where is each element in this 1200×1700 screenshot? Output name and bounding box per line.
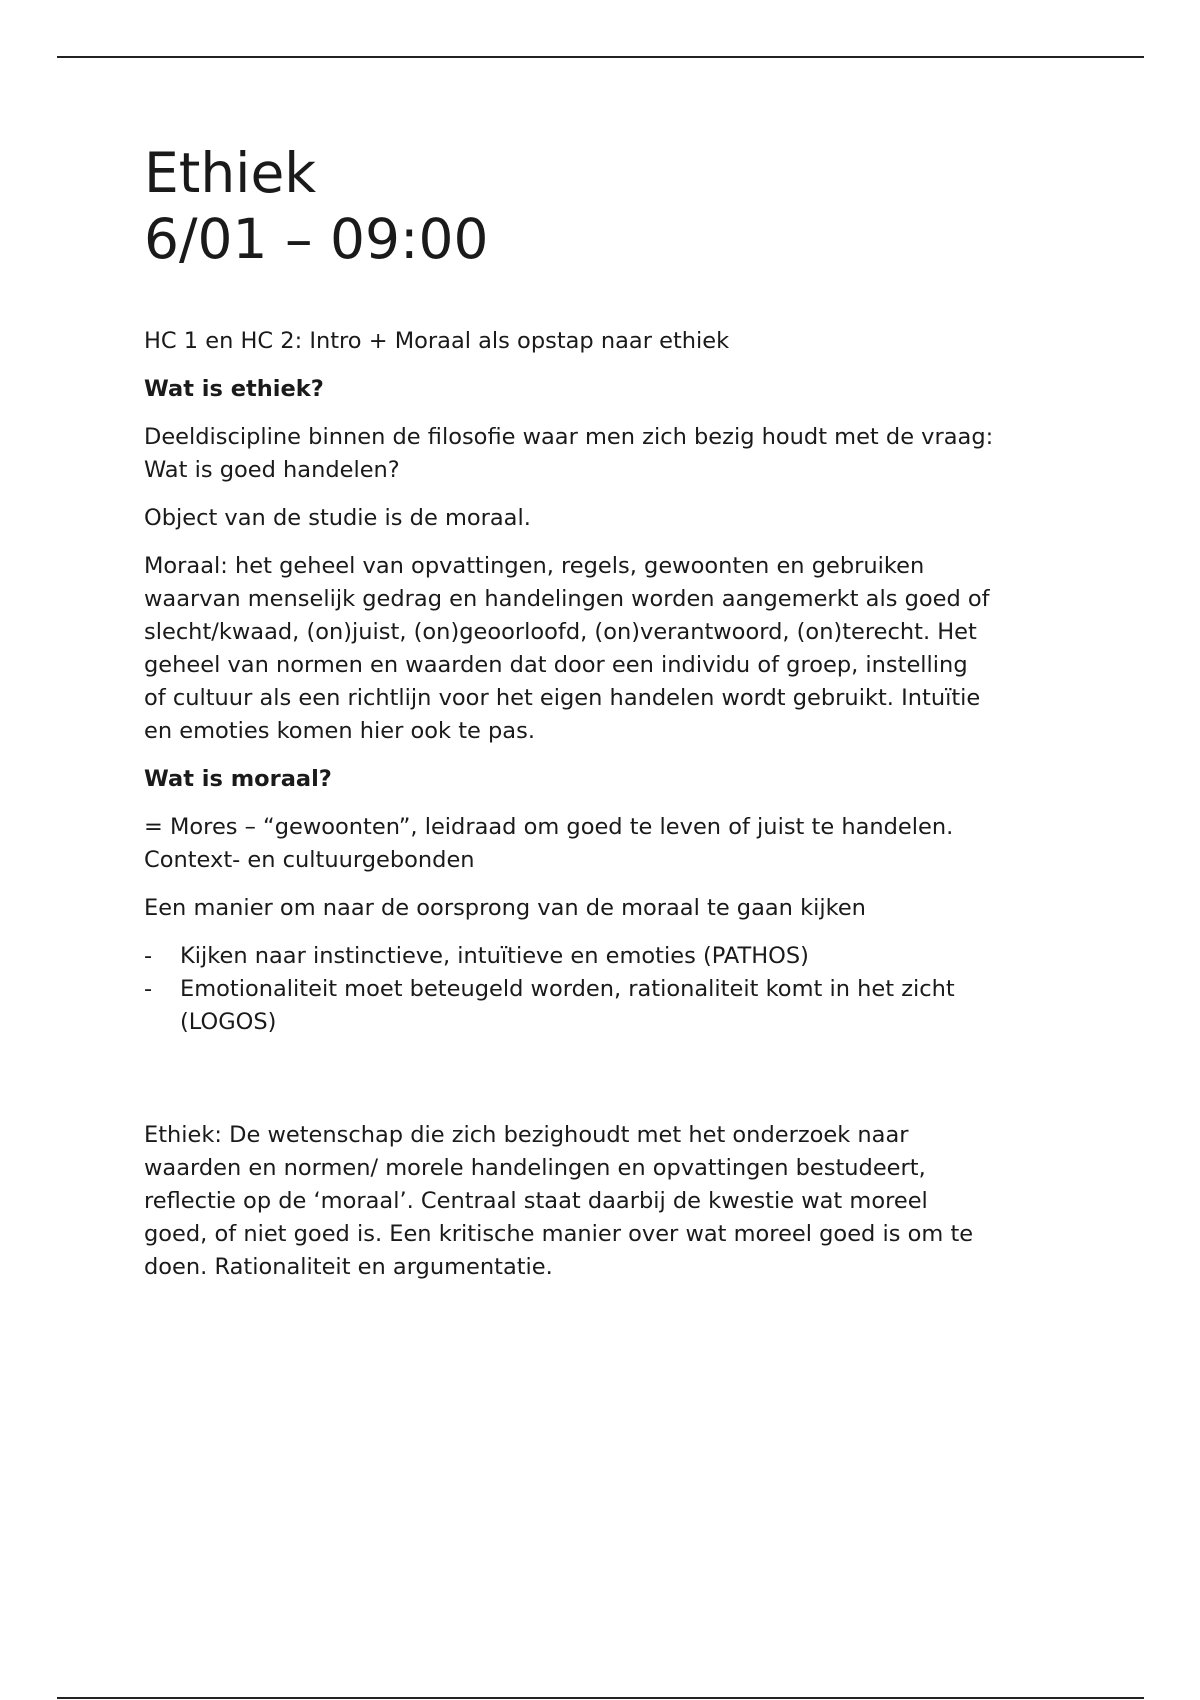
footer-rule <box>57 1697 1144 1699</box>
bullet-dash: - <box>144 976 153 1002</box>
document-body <box>144 140 1084 1284</box>
lecture-date-time: 6/01 – 09:00 <box>144 207 489 271</box>
paragraph-line: goed, of niet goed is. Een kritische manier over wat moreel goed is om te <box>144 1221 974 1247</box>
list-item-text: Kijken naar instinctieve, intuïtieve en emoties (PATHOS) <box>180 943 809 969</box>
header-rule <box>57 56 1144 58</box>
list-item-text: Emotionaliteit moet beteugeld worden, rationaliteit komt in het zicht <box>180 976 955 1002</box>
list-item <box>144 973 1084 1039</box>
paragraph-line: reflectie op de ‘moraal’. Centraal staat daarbij de kwestie wat moreel <box>144 1188 928 1214</box>
paragraph-line: doen. Rationaliteit en argumentatie. <box>144 1254 553 1280</box>
paragraph-ethiek-definition <box>144 1119 1084 1284</box>
bullet-list <box>144 940 1084 1039</box>
heading-wat-is-moraal: Wat is moraal? <box>144 766 332 792</box>
paragraph-line: waarvan menselijk gedrag en handelingen worden aangemerkt als goed of <box>144 586 990 612</box>
paragraph-definition-ethics <box>144 421 1084 487</box>
paragraph-line: en emoties komen hier ook te pas. <box>144 718 535 744</box>
paragraph-moraal-definition <box>144 550 1084 748</box>
paragraph-line: Deeldiscipline binnen de filosofie waar men zich bezig houdt met de vraag: <box>144 424 994 450</box>
paragraph-line: Context- en cultuurgebonden <box>144 847 475 873</box>
bullet-dash: - <box>144 943 153 969</box>
paragraph-line: = Mores – “gewoonten”, leidraad om goed te leven of juist te handelen. <box>144 814 954 840</box>
paragraph-object-of-study: Object van de studie is de moraal. <box>144 505 531 531</box>
list-item <box>144 940 1084 973</box>
intro-line: HC 1 en HC 2: Intro + Moraal als opstap naar ethiek <box>144 328 730 354</box>
document-title: Ethiek <box>144 141 317 205</box>
paragraph-line: of cultuur als een richtlijn voor het eigen handelen wordt gebruikt. Intuïtie <box>144 685 981 711</box>
paragraph-line: Ethiek: De wetenschap die zich bezighoudt met het onderzoek naar <box>144 1122 909 1148</box>
paragraph-line: slecht/kwaad, (on)juist, (on)geoorloofd, (on)verantwoord, (on)terecht. Het <box>144 619 977 645</box>
paragraph-line: geheel van normen en waarden dat door een individu of groep, instelling <box>144 652 968 678</box>
paragraph-line: waarden en normen/ morele handelingen en opvattingen bestudeert, <box>144 1155 926 1181</box>
paragraph-mores <box>144 811 1084 877</box>
paragraph-origin-of-moraal: Een manier om naar de oorsprong van de moraal te gaan kijken <box>144 895 866 921</box>
list-item-text: (LOGOS) <box>180 1009 277 1035</box>
paragraph-line: Moraal: het geheel van opvattingen, regels, gewoonten en gebruiken <box>144 553 925 579</box>
paragraph-line: Wat is goed handelen? <box>144 457 400 483</box>
heading-wat-is-ethiek: Wat is ethiek? <box>144 376 324 402</box>
